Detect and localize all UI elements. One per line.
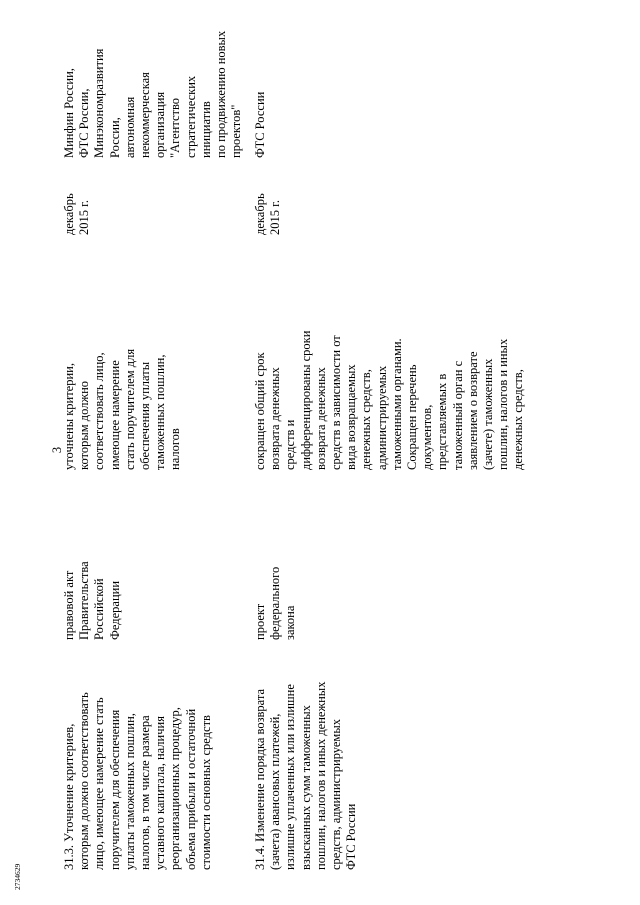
page-number: 3 <box>50 446 64 454</box>
document-code <box>13 840 27 900</box>
expected-result-cell: уточнены критерии, которым должно соответствовать лицо, имеющее намерение стать поручителем для обеспечения уплаты таможенных пошлин, налогов <box>62 348 183 470</box>
rotated-table <box>40 30 600 870</box>
document-type-cell: правовой акт Правительства Российской Федерации <box>62 561 122 640</box>
deadline-cell: декабрь 2015 г. <box>253 193 283 235</box>
document-code-text: 2734629 <box>13 863 22 890</box>
deadline-cell: декабрь 2015 г. <box>62 193 92 235</box>
measure-cell: 31.3. Уточнение критериев, которым должно соответствовать лицо, имеющее намерение стать поручителем для обеспечения уплаты таможенных пошлин, налогов, в том числе размера уставного капитала, наличия реорганизационных процедур, объема прибыли и остаточной стоимости основных средств <box>62 692 213 870</box>
expected-result-cell: сокращен общий срок возврата денежных средств и дифференцированы сроки возврата денежных средств в зависимости от вида возвращаемых денежных средств, администрируемых таможенными органами. Сокращен перечень документов, представляемых в таможенный орган с заявлением о возврате (зачете) таможенных пошлин, налогов и иных денежных средств, <box>253 330 526 470</box>
measure-cell: 31.4. Изменение порядка возврата (зачета) авансовых платежей, излишне уплаченных или излишне взысканных сумм таможенных пошлин, налогов и иных денежных средств, администрируемых ФТС России <box>253 681 359 870</box>
document-type-cell: проект федерального закона <box>253 566 298 640</box>
responsible-cell: ФТС России <box>253 91 267 158</box>
responsible-cell: Минфин России, ФТС России, Минэкономразвития России, автономная некоммерческая организация "Агентство стратегических инициатив по продвижению новых проектов" <box>62 30 244 158</box>
